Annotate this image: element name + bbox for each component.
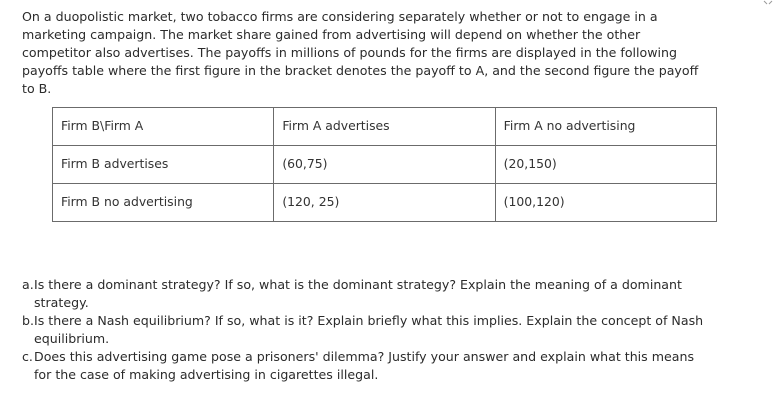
intro-line: On a duopolistic market, two tobacco firms are considering separately whether or not to engage in a [22, 9, 658, 24]
question-line: equilibrium. [34, 331, 110, 346]
question-line: Is there a dominant strategy? If so, what is the dominant strategy? Explain the meaning of a dominant [34, 277, 682, 292]
expand-icon[interactable] [763, 0, 773, 10]
question-line: Does this advertising game pose a prisoners' dilemma? Justify your answer and explain what this means [34, 349, 695, 364]
table-header-cell: Firm A advertises [274, 108, 495, 146]
question-line: strategy. [34, 295, 89, 310]
question-marker: b. [22, 313, 34, 328]
intro-line: competitor also advertises. The payoffs in millions of pounds for the firms are displayed in the following [22, 45, 678, 60]
intro-line: marketing campaign. The market share gained from advertising will depend on whether the other [22, 27, 641, 42]
intro-line: to B. [22, 81, 52, 96]
payoff-table [52, 107, 717, 222]
table-header-cell: Firm B\Firm A [53, 108, 274, 146]
table-row-label: Firm B no advertising [53, 184, 274, 222]
question-marker: a. [22, 277, 34, 292]
table-row-label: Firm B advertises [53, 146, 274, 184]
table-cell: (120, 25) [274, 184, 495, 222]
table-row [53, 184, 717, 222]
question-line: for the case of making advertising in cigarettes illegal. [34, 367, 379, 382]
table-header-cell: Firm A no advertising [495, 108, 716, 146]
intro-line: payoffs table where the first figure in the bracket denotes the payoff to A, and the second figure the payoff [22, 63, 699, 78]
table-header-row [53, 108, 717, 146]
question-line: Is there a Nash equilibrium? If so, what is it? Explain briefly what this implies. Explain the concept of Nash [34, 313, 704, 328]
table-cell: (20,150) [495, 146, 716, 184]
question-list [22, 276, 722, 384]
question-item [22, 348, 722, 384]
table-cell: (100,120) [495, 184, 716, 222]
question-item [22, 312, 722, 348]
question-item [22, 276, 722, 312]
question-marker: c. [22, 349, 33, 364]
table-cell: (60,75) [274, 146, 495, 184]
table-row [53, 146, 717, 184]
problem-intro [22, 8, 742, 98]
